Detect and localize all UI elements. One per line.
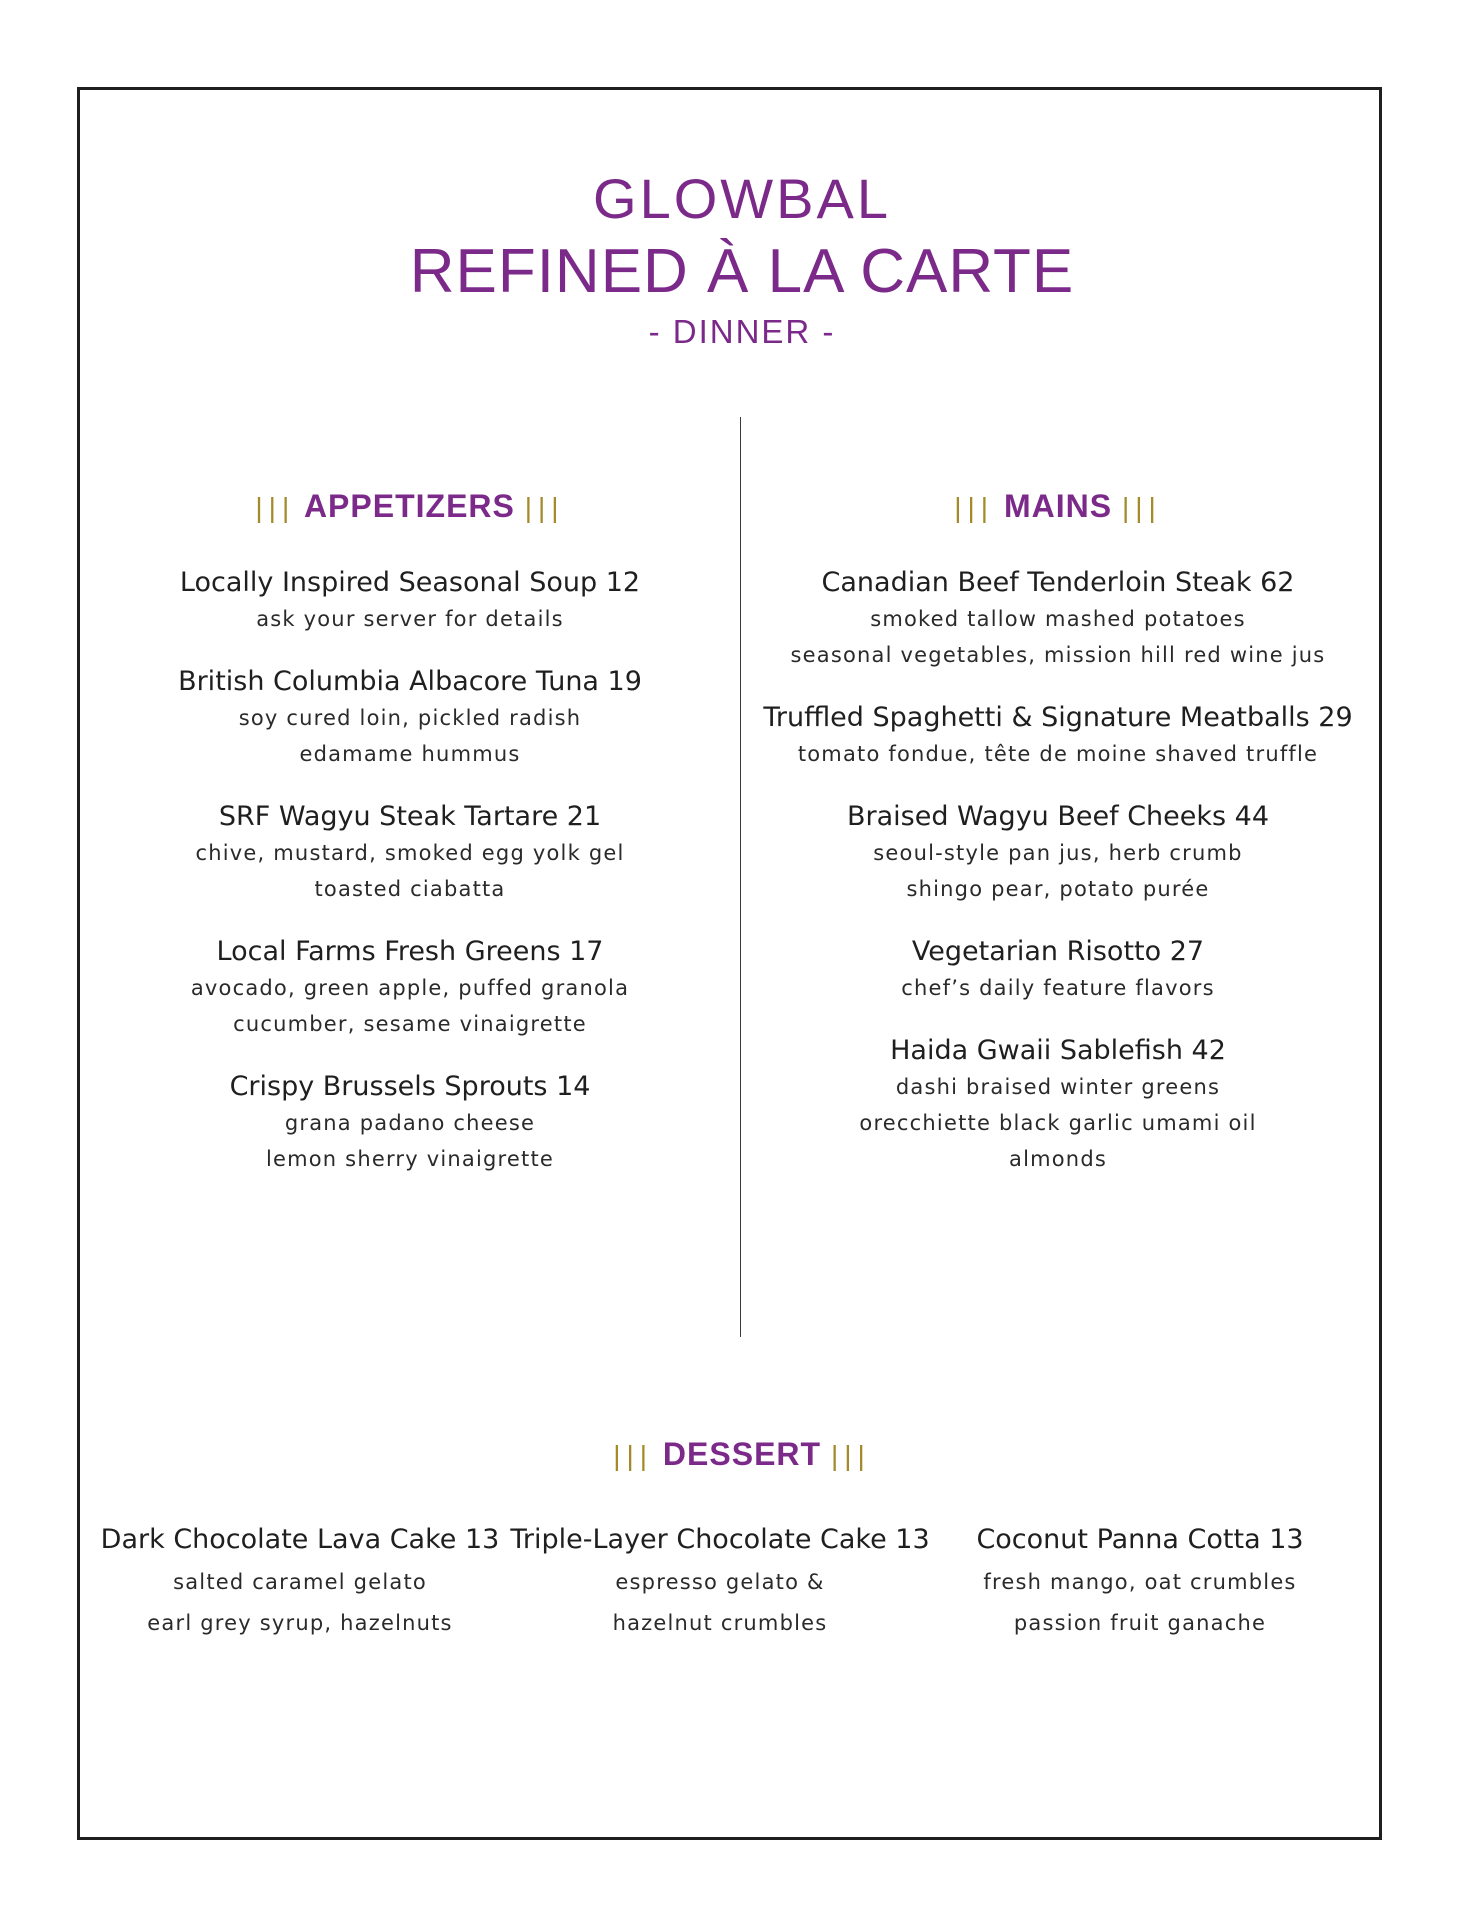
item-name: British Columbia Albacore Tuna 19: [178, 666, 642, 697]
menu-item: [758, 565, 1358, 673]
item-description: orecchiette black garlic umami oil: [859, 1111, 1257, 1135]
item-description: lemon sherry vinaigrette: [265, 1147, 555, 1171]
menu-item: [758, 799, 1358, 907]
item-name: Dark Chocolate Lava Cake 13: [100, 1524, 500, 1555]
appetizers-title: APPETIZERS: [303, 488, 515, 524]
heading-bars-left: |||: [255, 492, 296, 523]
appetizers-heading: [160, 485, 660, 527]
menu-item: [160, 1069, 660, 1177]
item-description: grana padano cheese: [284, 1111, 536, 1135]
item-description: chive, mustard, smoked egg yolk gel: [195, 841, 625, 865]
menu-item: [930, 1518, 1350, 1644]
item-description: fresh mango, oat crumbles: [983, 1570, 1297, 1594]
mains-section: [758, 485, 1358, 1204]
menu-item: [90, 1518, 510, 1644]
item-description: passion fruit ganache: [1013, 1611, 1267, 1635]
heading-bars-left: |||: [613, 1440, 654, 1471]
menu-item: [160, 934, 660, 1042]
item-name: Coconut Panna Cotta 13: [976, 1524, 1304, 1555]
item-name: Crispy Brussels Sprouts 14: [229, 1071, 591, 1102]
item-description: shingo pear, potato purée: [906, 877, 1210, 901]
brand-title: GLOWBAL: [593, 167, 891, 230]
mains-title: MAINS: [1003, 488, 1113, 524]
item-name: Vegetarian Risotto 27: [911, 936, 1205, 967]
dessert-heading: [0, 1433, 1484, 1475]
item-description: dashi braised winter greens: [895, 1075, 1221, 1099]
item-description: seoul-style pan jus, herb crumb: [873, 841, 1243, 865]
item-description: smoked tallow mashed potatoes: [870, 607, 1246, 631]
menu-item: [510, 1518, 930, 1644]
menu-item: [160, 664, 660, 772]
item-name: Braised Wagyu Beef Cheeks 44: [846, 801, 1270, 832]
menu-item: [160, 565, 660, 637]
item-description: tomato fondue, tête de moine shaved truffle: [797, 742, 1319, 766]
item-name: SRF Wagyu Steak Tartare 21: [218, 801, 602, 832]
heading-bars-right: |||: [1121, 492, 1162, 523]
heading-bars-left: |||: [954, 492, 995, 523]
menu-item: [758, 700, 1358, 772]
item-description: seasonal vegetables, mission hill red wine jus: [790, 643, 1326, 667]
dessert-section: [90, 1518, 1350, 1644]
item-description: hazelnut crumbles: [612, 1611, 828, 1635]
dessert-title: DESSERT: [662, 1436, 822, 1472]
column-divider: [740, 417, 741, 1337]
menu-item: [160, 799, 660, 907]
item-description: edamame hummus: [299, 742, 521, 766]
item-name: Triple-Layer Chocolate Cake 13: [510, 1524, 930, 1555]
item-description: avocado, green apple, puffed granola: [190, 976, 630, 1000]
item-name: Haida Gwaii Sablefish 42: [890, 1035, 1226, 1066]
item-description: cucumber, sesame vinaigrette: [233, 1012, 587, 1036]
menu-item: [758, 934, 1358, 1006]
item-description: earl grey syrup, hazelnuts: [147, 1611, 453, 1635]
meal-label: - DINNER -: [648, 313, 836, 350]
item-name: Truffled Spaghetti & Signature Meatballs 29: [763, 702, 1353, 733]
menu-item: [758, 1033, 1358, 1177]
item-name: Locally Inspired Seasonal Soup 12: [179, 567, 641, 598]
item-description: soy cured loin, pickled radish: [238, 706, 582, 730]
item-description: almonds: [1009, 1147, 1107, 1171]
item-description: ask your server for details: [256, 607, 564, 631]
item-description: chef’s daily feature flavors: [901, 976, 1215, 1000]
appetizers-section: [160, 485, 660, 1204]
item-description: salted caramel gelato: [173, 1570, 427, 1594]
item-name: Canadian Beef Tenderloin Steak 62: [821, 567, 1295, 598]
item-description: toasted ciabatta: [314, 877, 506, 901]
item-name: Local Farms Fresh Greens 17: [216, 936, 604, 967]
heading-bars-right: |||: [524, 492, 565, 523]
menu-subtitle: REFINED À LA CARTE: [409, 237, 1075, 306]
item-description: espresso gelato &: [615, 1570, 825, 1594]
heading-bars-right: |||: [830, 1440, 871, 1471]
mains-heading: [758, 485, 1358, 527]
